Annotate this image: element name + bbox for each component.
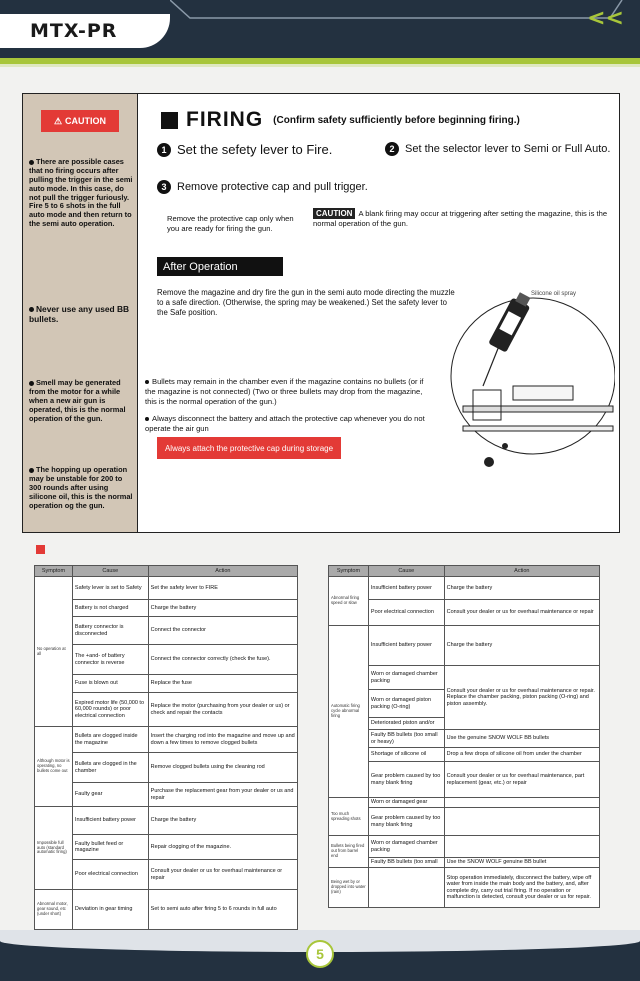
side-note-4: The hopping up operation may be unstable for 200 to 300 rounds after using silicone oil, this is the normal operation og the gun. — [29, 465, 133, 510]
table-row: Expired motor life (50,000 to 60,000 rounds) or poor electrical connection Replace the motor (purchasing from your dealer or us) or check and repair the contacts — [35, 693, 298, 727]
col-cause: Cause — [368, 566, 444, 577]
bullet-dot-icon — [145, 417, 149, 421]
table-row: Battery connector is disconnected Connect the connector — [35, 617, 298, 645]
step-number: 1 — [157, 143, 171, 157]
table-row: Automatic firing cycle abnormal firing Insufficient battery power Charge the battery — [329, 626, 600, 666]
step-1: 1 Set the sefety lever to Fire. — [157, 142, 332, 157]
bullet-dot-icon — [29, 381, 34, 386]
blank-firing-caution: CAUTION A blank firing may occur at triggering after setting the magazine, this is the normal operation of the gun. — [313, 209, 608, 228]
step-number: 3 — [157, 180, 171, 194]
table-row: Worn or damaged piston packing (O-ring) — [329, 690, 600, 718]
col-symptom: Symptom — [35, 566, 73, 577]
col-cause: Cause — [72, 566, 148, 577]
table-row: No operation at all Safety lever is set to Safety Set the safety lever to FIRE — [35, 577, 298, 600]
header-accent-stripe-light — [0, 64, 640, 67]
col-action: Action — [148, 566, 297, 577]
troubleshoot-table-right — [328, 565, 600, 908]
section-square-icon — [36, 545, 45, 554]
warning-triangle-icon: ⚠ — [53, 115, 63, 126]
header-bar — [0, 0, 640, 58]
table-row: Deteriorated piston and/or — [329, 718, 600, 730]
troubleshoot-table-left — [34, 565, 298, 930]
firing-heading — [161, 108, 520, 132]
col-action: Action — [444, 566, 599, 577]
bullet-dot-icon — [29, 468, 34, 473]
brand-title: MTX-PR — [0, 14, 170, 48]
header-line-decoration — [170, 0, 630, 20]
after-bullet-1: Bullets may remain in the chamber even if the magazine contains no bullets (or if the magazine is not connected) (Two or three bullets may drop from the magazine, this is the normal operation of the gun.) — [145, 377, 424, 406]
after-operation-label: After Operation — [157, 257, 283, 276]
caution-badge-label: CAUTION — [65, 116, 107, 126]
storage-warning: Always attach the protective cap during storage — [157, 437, 341, 459]
side-note-1: There are possible cases that no firing occurs after pulling the trigger in the semi auto mode. In this case, do not pull the trigger furiously. Fire 5 to 6 shots in the full auto mode and then return to the semi auto operation. — [29, 157, 133, 229]
bullet-dot-icon — [29, 160, 34, 165]
side-note-2: Never use any used BB bullets. — [29, 304, 130, 325]
table-row: Gear problem caused by too many blank firing — [329, 808, 600, 836]
table-row: Faulty BB bullets (too small or heavy) Use the genuine SNOW WOLF BB bullets — [329, 730, 600, 748]
table-row: Although motor is operating, no bullets come out Bullets are clogged inside the magazine Insert the charging rod into the magazine and move up and down a few times to remove clogged bullets — [35, 727, 298, 753]
caution-tag: CAUTION — [313, 208, 355, 219]
table-row: Abnormal firing speed or slow Insufficient battery power Charge the battery — [329, 577, 600, 600]
bullet-dot-icon — [145, 380, 149, 384]
col-symptom: Symptom — [329, 566, 369, 577]
page-number: 5 — [306, 940, 334, 968]
firing-panel — [22, 93, 620, 533]
table-row: The +and- of battery connector is reverse Connect the connector correctly (check the fuse). — [35, 645, 298, 675]
table-row: Shortage of silicone oil Drop a few drops of silicone oil from under the chamber — [329, 748, 600, 762]
firing-title: FIRING — [186, 108, 264, 131]
table-row: Faulty gear Purchase the replacement gear from your dealer or us and repair — [35, 783, 298, 807]
firing-subtitle: (Confirm safety sufficiently before beginning firing.) — [273, 114, 520, 126]
table-row: Worn or damaged chamber packing Consult your dealer or us for overhaul maintenance or repair. Replace the chamber packing, piston packing (O-ring) and piston assembly. — [329, 666, 600, 690]
heading-square-icon — [161, 112, 178, 129]
table-row: Poor electrical connection Consult your dealer or us for overhaul maintenance or repair — [329, 600, 600, 626]
table-row: Bullets being fired out from barrel end Worn or damaged chamber packing — [329, 836, 600, 858]
spray-label: Silicone oil spray — [531, 291, 577, 297]
table-row: Bullets are clogged in the chamber Remove clogged bullets using the cleaning rod — [35, 753, 298, 783]
table-row: Gear problem caused by too many blank firing Consult your dealer or us for overhaul maintenance, part replacement (gear, etc.) or repair — [329, 762, 600, 798]
table-row: Faulty bullet feed or magazine Repair clogging of the magazine. — [35, 835, 298, 860]
table-row: Faulty BB bullets (too small Use the SNOW WOLF genuine BB bullet — [329, 858, 600, 868]
cap-note: Remove the protective cap only when you are ready for firing the gun. — [167, 214, 294, 233]
table-row: Impossible full auto (standard automatic firing) Insufficient battery power Charge the battery — [35, 807, 298, 835]
table-row: Too much spreading shots Worn or damaged gear — [329, 798, 600, 808]
caution-badge — [41, 110, 119, 132]
back-arrows-icon[interactable]: << — [587, 6, 624, 31]
gun-oil-illustration — [443, 286, 615, 472]
bullet-dot-icon — [29, 307, 34, 312]
after-operation-text: Remove the magazine and dry fire the gun in the semi auto mode directing the muzzle to a safe direction. (Otherwise, the spring may be weakened.) Set the safety lever to the Safe position. — [157, 288, 455, 318]
step-3: 3 Remove protective cap and pull trigger. — [157, 180, 368, 194]
step-2: 2 Set the selector lever to Semi or Full Auto. — [385, 142, 610, 156]
after-bullet-2: Always disconnect the battery and attach the protective cap whenever you do not operate the air gun — [145, 414, 425, 433]
table-row: Being wet by or dropped into water (rain) Stop operation immediately, disconnect the battery, wipe off water from inside the main body and the battery, and, after complete dry, carry out trial firing. If no operation or malfunction is detected, consult your dealer or us for repair. — [329, 868, 600, 908]
table-row: Fuse is blown out Replace the fuse — [35, 675, 298, 693]
table-row: Battery is not charged Charge the battery — [35, 600, 298, 617]
table-row: Poor electrical connection Consult your dealer or us for overhaul maintenance or repair — [35, 860, 298, 890]
step-number: 2 — [385, 142, 399, 156]
caution-sidebar — [23, 94, 138, 532]
table-row: Abnormal motor, gear sound, etc (under short) Deviation in gear timing Set to semi auto after firing 5 to 6 rounds in full auto — [35, 890, 298, 930]
side-note-3: Smell may be generated from the motor for a while when a new air gun is operated, this is the normal operation of the gun. — [29, 378, 126, 423]
